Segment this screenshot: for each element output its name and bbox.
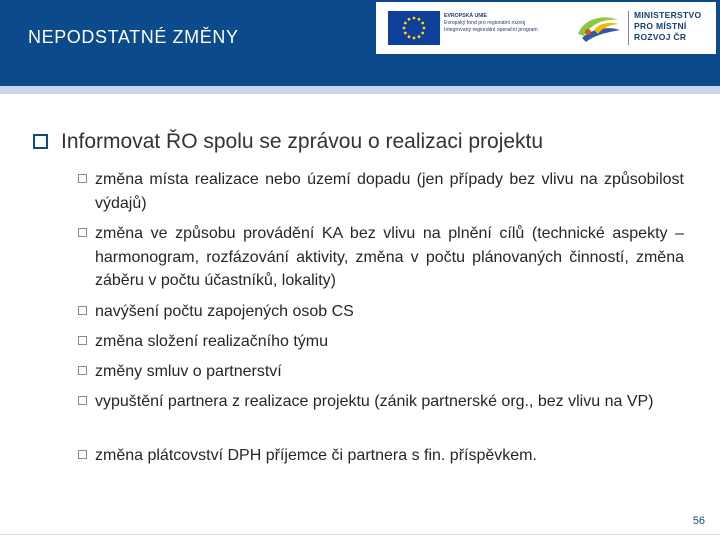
square-bullet-icon bbox=[78, 366, 87, 375]
list-item-text: změna plátcovství DPH příjemce či partnera s fin. příspěvkem. bbox=[95, 447, 537, 464]
page-number: 56 bbox=[692, 515, 705, 527]
list-item bbox=[78, 444, 684, 468]
list-item-text: navýšení počtu zapojených osob CS bbox=[95, 303, 354, 320]
square-bullet-icon bbox=[78, 450, 87, 459]
list-item-text: změna složení realizačního týmu bbox=[95, 333, 328, 350]
list-item bbox=[78, 300, 684, 324]
square-bullet-icon bbox=[78, 174, 87, 183]
list-item bbox=[78, 222, 684, 293]
list-item bbox=[78, 168, 684, 215]
logo-strip bbox=[376, 2, 716, 54]
square-bullet-icon bbox=[78, 396, 87, 405]
mmr-line: PRO MÍSTNÍ bbox=[634, 21, 687, 31]
eu-logo-text bbox=[444, 13, 574, 34]
eu-line: EVROPSKÁ UNIE bbox=[444, 13, 487, 19]
mmr-logo-text bbox=[634, 10, 701, 43]
main-bullet-text: Informovat ŘO spolu se zprávou o realizaci projektu bbox=[61, 130, 544, 153]
eu-line: Integrovaný regionální operační program bbox=[444, 27, 538, 33]
header-band bbox=[0, 86, 720, 94]
list-item-text: vypuštění partnera z realizace projektu (zánik partnerské org., bez vlivu na VP) bbox=[95, 393, 654, 410]
mmr-logo-icon bbox=[574, 10, 624, 46]
list-item-text: změny smluv o partnerství bbox=[95, 363, 282, 380]
list-item-text: změna místa realizace nebo území dopadu (jen případy bez vlivu na způsobilost výdajů) bbox=[95, 171, 684, 212]
header-bar bbox=[0, 0, 720, 86]
mmr-line: ROZVOJ ČR bbox=[634, 32, 687, 42]
square-bullet-icon bbox=[78, 336, 87, 345]
square-bullet-icon bbox=[78, 228, 87, 237]
mmr-line: MINISTERSTVO bbox=[634, 10, 702, 20]
eu-line: Evropský fond pro regionální rozvoj bbox=[444, 20, 526, 26]
list-item bbox=[78, 360, 684, 384]
square-bullet-icon bbox=[78, 306, 87, 315]
checkbox-bullet-icon bbox=[33, 134, 48, 149]
slide-title: NEPODSTATNÉ ZMĚNY bbox=[28, 27, 239, 47]
eu-flag-icon bbox=[388, 11, 440, 45]
logo-separator bbox=[628, 11, 629, 45]
list-item bbox=[78, 390, 684, 414]
list-item-text: změna ve způsobu provádění KA bez vlivu na plnění cílů (technické aspekty – harmonogram, rozfázování aktivity, změna v počtu plánovaných činností, změna záběru v počtu účastníků, lokality) bbox=[95, 225, 684, 289]
footer-divider bbox=[0, 534, 720, 535]
main-bullet bbox=[33, 130, 713, 154]
list-item bbox=[78, 330, 684, 354]
